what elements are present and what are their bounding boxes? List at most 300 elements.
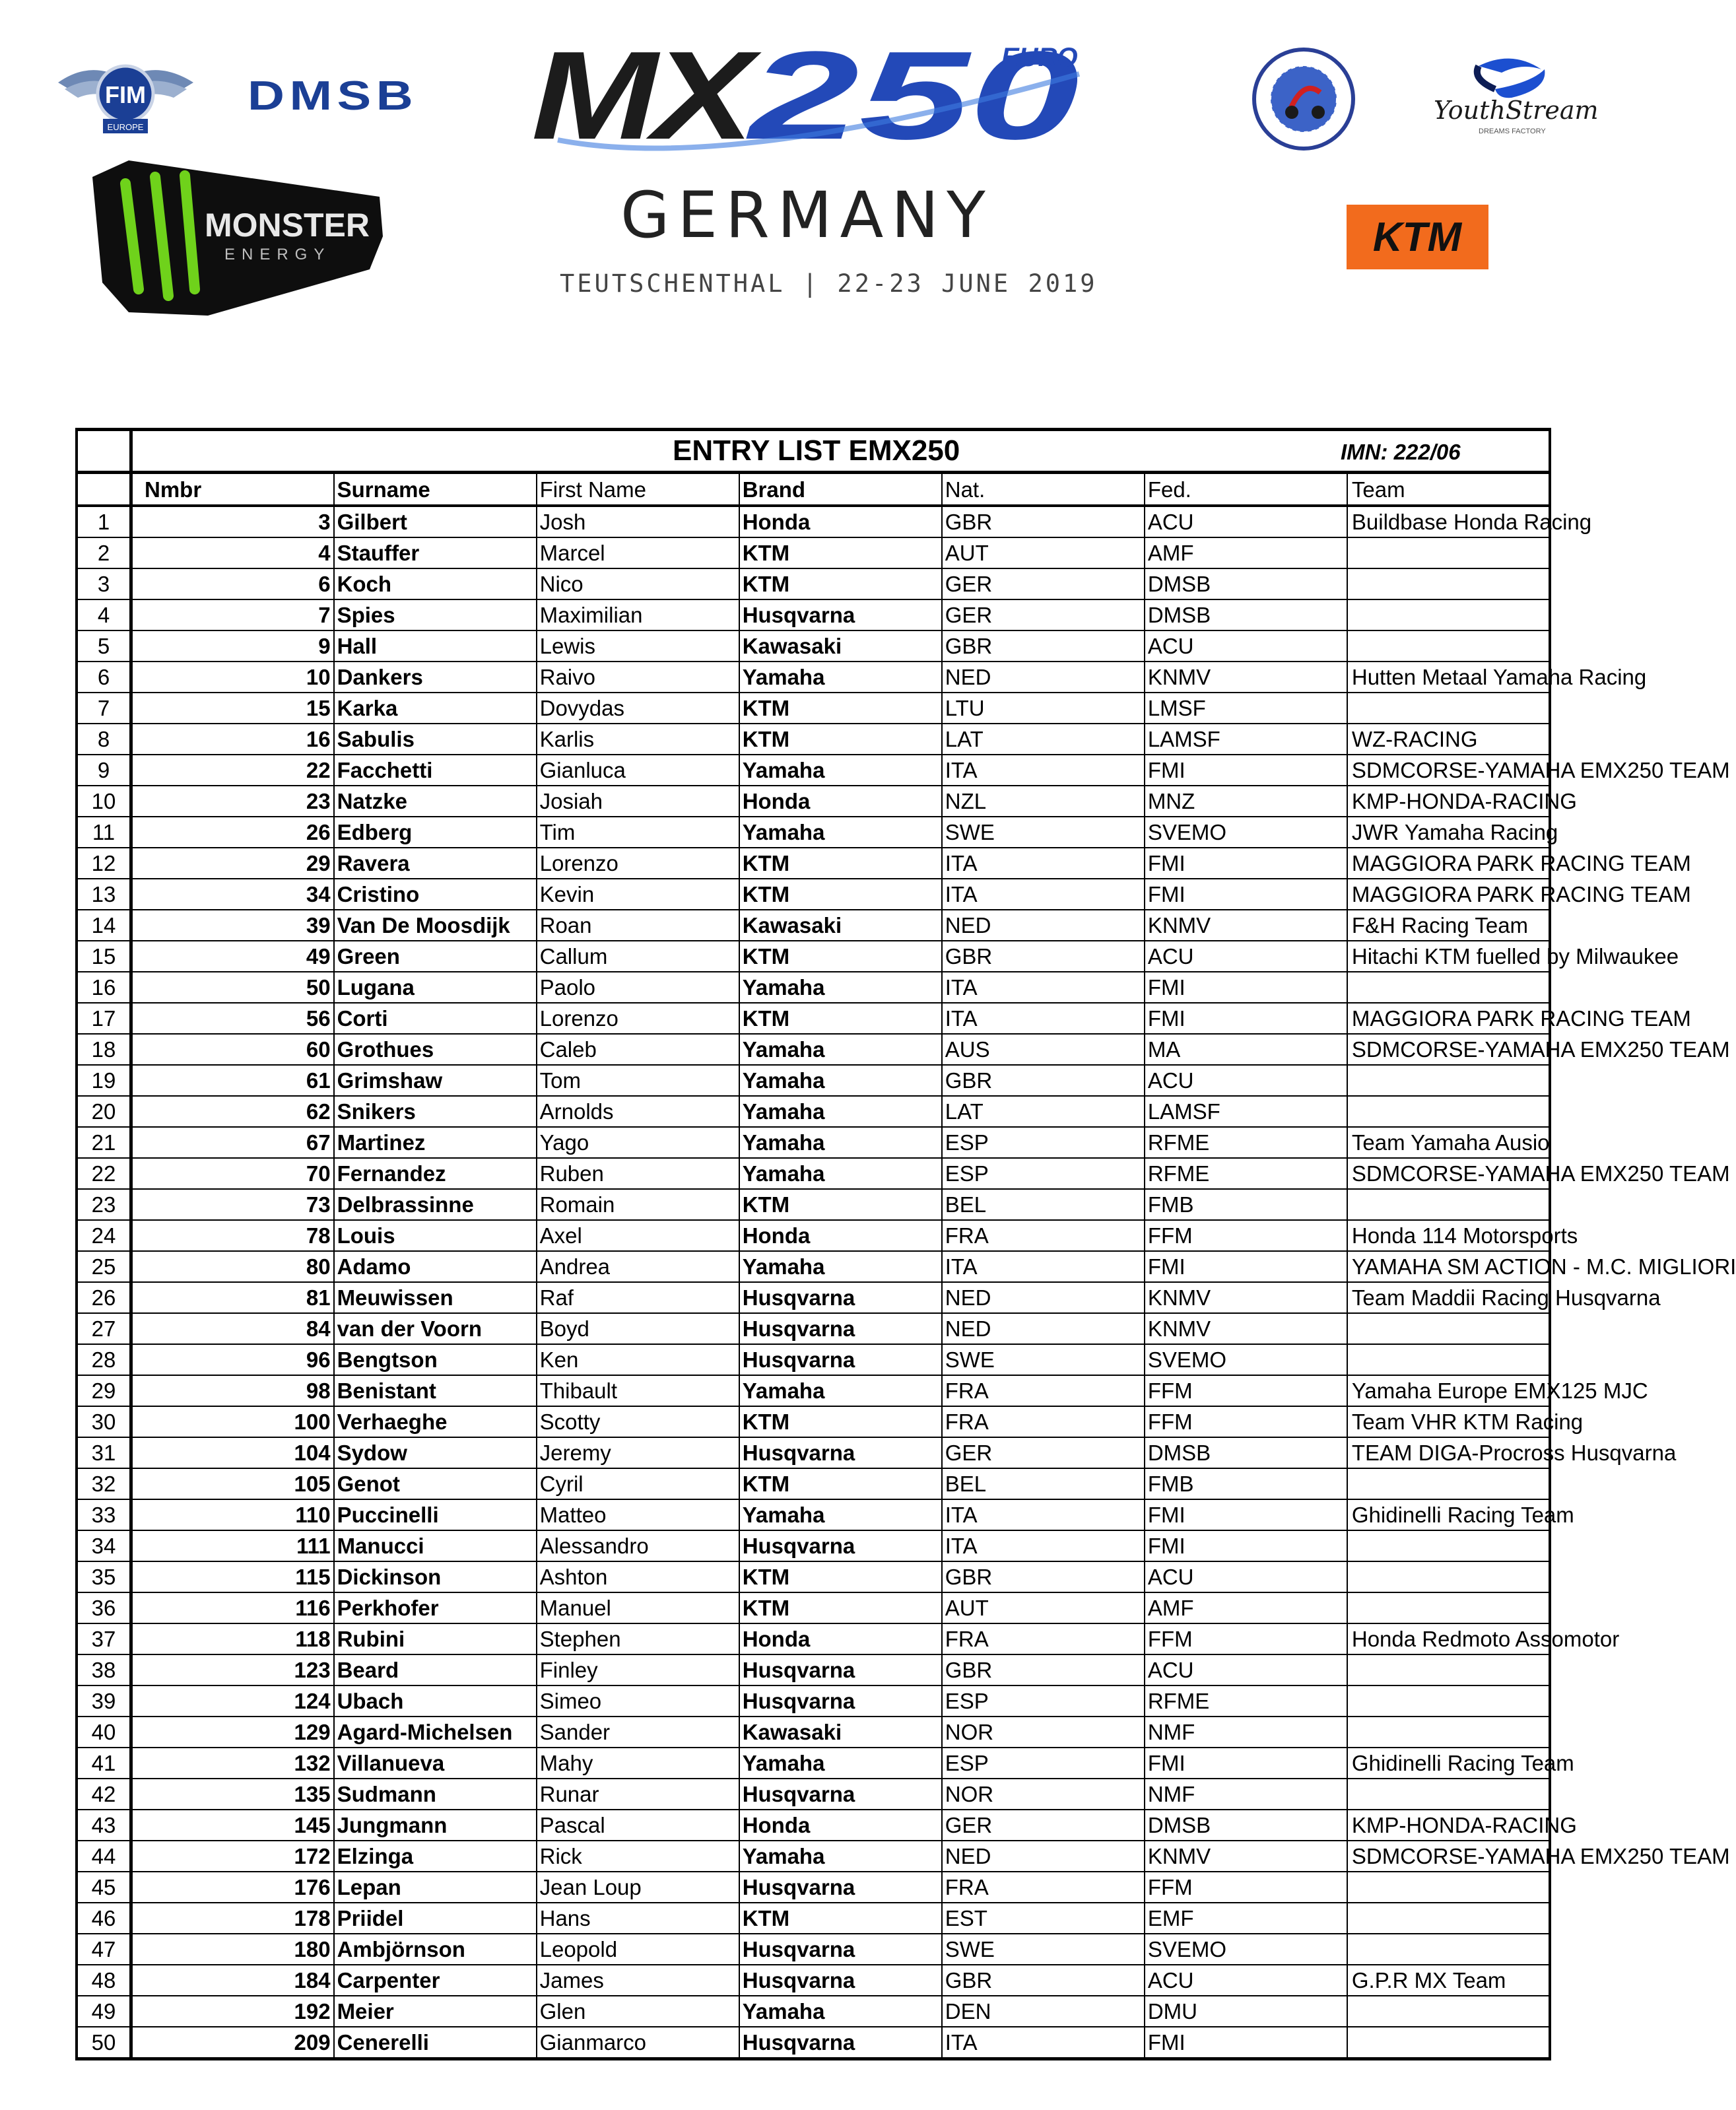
header-brand: Brand [739, 473, 942, 506]
rider-brand: Honda [739, 1810, 942, 1841]
rider-surname: Meier [334, 1996, 537, 2027]
rider-brand: Husqvarna [739, 2027, 942, 2059]
rider-number: 60 [131, 1034, 334, 1065]
row-index: 2 [77, 537, 131, 568]
rider-federation: ACU [1145, 506, 1347, 537]
table-row [77, 1685, 1550, 1717]
row-index: 6 [77, 662, 131, 693]
rider-first-name: Finley [537, 1654, 739, 1685]
rider-surname: Meuwissen [334, 1282, 537, 1313]
rider-federation: AMF [1145, 537, 1347, 568]
rider-nationality: ESP [942, 1748, 1145, 1779]
row-index: 14 [77, 910, 131, 941]
rider-nationality: ITA [942, 848, 1145, 879]
rider-brand: Husqvarna [739, 599, 942, 630]
rider-brand: Yamaha [739, 1375, 942, 1406]
rider-team [1347, 1313, 1550, 1344]
mx-text-blue: 250 [746, 26, 1079, 166]
rider-federation: KNMV [1145, 1841, 1347, 1872]
rider-first-name: Ruben [537, 1158, 739, 1189]
rider-brand: KTM [739, 693, 942, 724]
rider-team [1347, 630, 1550, 662]
rider-brand: KTM [739, 848, 942, 879]
rider-federation: LAMSF [1145, 724, 1347, 755]
rider-brand: Kawasaki [739, 910, 942, 941]
rider-surname: Carpenter [334, 1965, 537, 1996]
rider-brand: Husqvarna [739, 1282, 942, 1313]
row-index: 9 [77, 755, 131, 786]
rider-number: 81 [131, 1282, 334, 1313]
rider-number: 172 [131, 1841, 334, 1872]
rider-number: 100 [131, 1406, 334, 1437]
rider-team: MAGGIORA PARK RACING TEAM [1347, 879, 1550, 910]
rider-first-name: Stephen [537, 1623, 739, 1654]
rider-nationality: ITA [942, 1530, 1145, 1561]
rider-brand: KTM [739, 1406, 942, 1437]
rider-federation: LMSF [1145, 693, 1347, 724]
rider-first-name: James [537, 1965, 739, 1996]
rider-number: 39 [131, 910, 334, 941]
table-row [77, 1251, 1550, 1282]
rider-first-name: Lorenzo [537, 1003, 739, 1034]
rider-team [1347, 1096, 1550, 1127]
row-index: 46 [77, 1903, 131, 1934]
table-row [77, 1375, 1550, 1406]
rider-brand: Honda [739, 1220, 942, 1251]
rider-first-name: Manuel [537, 1592, 739, 1623]
rider-first-name: Maximilian [537, 599, 739, 630]
rider-team: SDMCORSE-YAMAHA EMX250 TEAM [1347, 1841, 1550, 1872]
row-index: 40 [77, 1717, 131, 1748]
rider-first-name: Josh [537, 506, 739, 537]
table-row [77, 1468, 1550, 1499]
rider-federation: FMI [1145, 848, 1347, 879]
rider-federation: FMI [1145, 1251, 1347, 1282]
rider-number: 129 [131, 1717, 334, 1748]
rider-surname: Koch [334, 568, 537, 599]
row-index: 38 [77, 1654, 131, 1685]
rider-federation: FFM [1145, 1220, 1347, 1251]
rider-federation: KNMV [1145, 662, 1347, 693]
row-index: 33 [77, 1499, 131, 1530]
row-index: 17 [77, 1003, 131, 1034]
rider-team: Team Maddii Racing Husqvarna [1347, 1282, 1550, 1313]
rider-brand: KTM [739, 1592, 942, 1623]
row-index: 36 [77, 1592, 131, 1623]
header-nmbr: Nmbr [131, 473, 334, 506]
table-row [77, 1344, 1550, 1375]
rider-team: SDMCORSE-YAMAHA EMX250 TEAM [1347, 755, 1550, 786]
rider-nationality: SWE [942, 1934, 1145, 1965]
rider-brand: KTM [739, 1468, 942, 1499]
rider-number: 10 [131, 662, 334, 693]
rider-surname: Green [334, 941, 537, 972]
table-row [77, 1189, 1550, 1220]
table-row [77, 1220, 1550, 1251]
rider-team [1347, 972, 1550, 1003]
rider-team [1347, 2027, 1550, 2059]
rider-first-name: Nico [537, 568, 739, 599]
row-index: 25 [77, 1251, 131, 1282]
rider-number: 209 [131, 2027, 334, 2059]
mx-euro: EURO [1001, 43, 1078, 72]
rider-federation: FMI [1145, 2027, 1347, 2059]
rider-team: Buildbase Honda Racing [1347, 506, 1550, 537]
table-row [77, 1965, 1550, 1996]
rider-federation: ACU [1145, 1561, 1347, 1592]
rider-federation: FFM [1145, 1406, 1347, 1437]
rider-surname: Sydow [334, 1437, 537, 1468]
rider-federation: SVEMO [1145, 1344, 1347, 1375]
rider-first-name: Scotty [537, 1406, 739, 1437]
table-row [77, 972, 1550, 1003]
rider-number: 61 [131, 1065, 334, 1096]
rider-first-name: Simeo [537, 1685, 739, 1717]
rider-first-name: Cyril [537, 1468, 739, 1499]
rider-team: YAMAHA SM ACTION - M.C. MIGLIORI [1347, 1251, 1550, 1282]
rider-nationality: GER [942, 568, 1145, 599]
rider-number: 70 [131, 1158, 334, 1189]
rider-federation: KNMV [1145, 1282, 1347, 1313]
rider-brand: Yamaha [739, 1096, 942, 1127]
rider-team [1347, 693, 1550, 724]
rider-nationality: FRA [942, 1623, 1145, 1654]
rider-brand: Husqvarna [739, 1313, 942, 1344]
country-title: GERMANY [620, 178, 993, 252]
rider-number: 105 [131, 1468, 334, 1499]
table-row [77, 1437, 1550, 1468]
rider-team [1347, 1189, 1550, 1220]
rider-first-name: Roan [537, 910, 739, 941]
rider-number: 67 [131, 1127, 334, 1158]
rider-nationality: AUT [942, 1592, 1145, 1623]
rider-number: 124 [131, 1685, 334, 1717]
rider-number: 62 [131, 1096, 334, 1127]
table-row [77, 848, 1550, 879]
rider-surname: van der Voorn [334, 1313, 537, 1344]
rider-federation: KNMV [1145, 910, 1347, 941]
rider-surname: Elzinga [334, 1841, 537, 1872]
row-index: 8 [77, 724, 131, 755]
rider-team [1347, 568, 1550, 599]
row-index: 29 [77, 1375, 131, 1406]
table-row [77, 1872, 1550, 1903]
rider-nationality: ESP [942, 1158, 1145, 1189]
rider-nationality: GBR [942, 1654, 1145, 1685]
rider-number: 4 [131, 537, 334, 568]
rider-number: 80 [131, 1251, 334, 1282]
monster-sub: ENERGY [224, 246, 331, 263]
rider-team: Ghidinelli Racing Team [1347, 1499, 1550, 1530]
rider-federation: ACU [1145, 1065, 1347, 1096]
rider-federation: RFME [1145, 1158, 1347, 1189]
row-index: 42 [77, 1779, 131, 1810]
header-fed: Fed. [1145, 473, 1347, 506]
row-index: 48 [77, 1965, 131, 1996]
rider-surname: Natzke [334, 786, 537, 817]
rider-first-name: Alessandro [537, 1530, 739, 1561]
rider-nationality: NED [942, 662, 1145, 693]
rider-federation: ACU [1145, 941, 1347, 972]
rider-nationality: BEL [942, 1189, 1145, 1220]
mx-text-dark: MX [531, 26, 762, 166]
rider-nationality: ITA [942, 2027, 1145, 2059]
table-row [77, 1717, 1550, 1748]
table-row [77, 910, 1550, 941]
rider-federation: FMB [1145, 1189, 1347, 1220]
rider-federation: RFME [1145, 1127, 1347, 1158]
rider-brand: Yamaha [739, 1251, 942, 1282]
rider-federation: AMF [1145, 1592, 1347, 1623]
rider-first-name: Sander [537, 1717, 739, 1748]
rider-team [1347, 537, 1550, 568]
table-row [77, 1282, 1550, 1313]
rider-brand: Yamaha [739, 1748, 942, 1779]
rider-team [1347, 1561, 1550, 1592]
rider-number: 98 [131, 1375, 334, 1406]
rider-surname: Jungmann [334, 1810, 537, 1841]
row-index: 10 [77, 786, 131, 817]
rider-surname: Spies [334, 599, 537, 630]
table-row [77, 817, 1550, 848]
row-index: 24 [77, 1220, 131, 1251]
rider-nationality: FRA [942, 1220, 1145, 1251]
table-row [77, 879, 1550, 910]
rider-first-name: Raivo [537, 662, 739, 693]
rider-surname: Grimshaw [334, 1065, 537, 1096]
rider-number: 16 [131, 724, 334, 755]
row-index: 49 [77, 1996, 131, 2027]
rider-first-name: Caleb [537, 1034, 739, 1065]
rider-brand: Yamaha [739, 1034, 942, 1065]
rider-first-name: Kevin [537, 879, 739, 910]
row-index: 37 [77, 1623, 131, 1654]
rider-first-name: Gianluca [537, 755, 739, 786]
rider-surname: Dankers [334, 662, 537, 693]
rider-brand: Yamaha [739, 1499, 942, 1530]
table-row [77, 941, 1550, 972]
rider-brand: KTM [739, 537, 942, 568]
rider-federation: DMSB [1145, 599, 1347, 630]
rider-number: 111 [131, 1530, 334, 1561]
rider-brand: KTM [739, 1903, 942, 1934]
rider-brand: KTM [739, 1561, 942, 1592]
rider-surname: Bengtson [334, 1344, 537, 1375]
rider-first-name: Ashton [537, 1561, 739, 1592]
rider-federation: FFM [1145, 1623, 1347, 1654]
rider-first-name: Callum [537, 941, 739, 972]
rider-nationality: LAT [942, 724, 1145, 755]
row-index: 28 [77, 1344, 131, 1375]
rider-number: 3 [131, 506, 334, 537]
rider-nationality: GBR [942, 1561, 1145, 1592]
rider-first-name: Mahy [537, 1748, 739, 1779]
table-row [77, 1779, 1550, 1810]
rider-number: 176 [131, 1872, 334, 1903]
rider-number: 96 [131, 1344, 334, 1375]
rider-number: 145 [131, 1810, 334, 1841]
rider-brand: KTM [739, 724, 942, 755]
rider-team: SDMCORSE-YAMAHA EMX250 TEAM [1347, 1034, 1550, 1065]
rider-federation: FMI [1145, 1530, 1347, 1561]
rider-team [1347, 1903, 1550, 1934]
rider-number: 180 [131, 1934, 334, 1965]
rider-number: 23 [131, 786, 334, 817]
rider-nationality: BEL [942, 1468, 1145, 1499]
table-row [77, 1623, 1550, 1654]
rider-brand: Husqvarna [739, 1344, 942, 1375]
rider-nationality: DEN [942, 1996, 1145, 2027]
row-index: 26 [77, 1282, 131, 1313]
rider-first-name: Gianmarco [537, 2027, 739, 2059]
rider-team: Ghidinelli Racing Team [1347, 1748, 1550, 1779]
row-index: 21 [77, 1127, 131, 1158]
rider-federation: DMSB [1145, 1810, 1347, 1841]
rider-brand: KTM [739, 1189, 942, 1220]
rider-federation: NMF [1145, 1717, 1347, 1748]
table-row [77, 568, 1550, 599]
rider-number: 6 [131, 568, 334, 599]
entry-list-table [75, 428, 1736, 2055]
rider-number: 50 [131, 972, 334, 1003]
rider-team [1347, 1344, 1550, 1375]
table-row [77, 1654, 1550, 1685]
rider-federation: RFME [1145, 1685, 1347, 1717]
rider-first-name: Leopold [537, 1934, 739, 1965]
rider-nationality: GER [942, 599, 1145, 630]
rider-brand: Yamaha [739, 1158, 942, 1189]
rider-federation: MNZ [1145, 786, 1347, 817]
fim-label: FIM [105, 81, 146, 108]
row-index: 23 [77, 1189, 131, 1220]
table-row [77, 1841, 1550, 1872]
rider-nationality: NED [942, 910, 1145, 941]
rider-surname: Karka [334, 693, 537, 724]
rider-number: 110 [131, 1499, 334, 1530]
rider-first-name: Axel [537, 1220, 739, 1251]
rider-federation: ACU [1145, 1965, 1347, 1996]
rider-surname: Lepan [334, 1872, 537, 1903]
table-row [77, 1530, 1550, 1561]
rider-first-name: Arnolds [537, 1096, 739, 1127]
row-index: 32 [77, 1468, 131, 1499]
rider-first-name: Karlis [537, 724, 739, 755]
table-row [77, 1561, 1550, 1592]
rider-number: 115 [131, 1561, 334, 1592]
rider-brand: Kawasaki [739, 630, 942, 662]
rider-brand: Kawasaki [739, 1717, 942, 1748]
rider-brand: Yamaha [739, 1996, 942, 2027]
rider-first-name: Ken [537, 1344, 739, 1375]
rider-federation: SVEMO [1145, 1934, 1347, 1965]
fim-europe-logo [58, 53, 193, 139]
rider-team [1347, 1934, 1550, 1965]
rider-nationality: FRA [942, 1375, 1145, 1406]
rider-team [1347, 1530, 1550, 1561]
rider-nationality: GBR [942, 941, 1145, 972]
rider-brand: Husqvarna [739, 1934, 942, 1965]
table-row [77, 1903, 1550, 1934]
rider-nationality: ITA [942, 879, 1145, 910]
rider-surname: Gilbert [334, 506, 537, 537]
rider-number: 184 [131, 1965, 334, 1996]
rider-team: MAGGIORA PARK RACING TEAM [1347, 848, 1550, 879]
row-index: 45 [77, 1872, 131, 1903]
row-index: 4 [77, 599, 131, 630]
rider-nationality: FRA [942, 1872, 1145, 1903]
row-index: 30 [77, 1406, 131, 1437]
rider-surname: Corti [334, 1003, 537, 1034]
rider-brand: Honda [739, 506, 942, 537]
rider-team [1347, 1717, 1550, 1748]
rider-nationality: NOR [942, 1717, 1145, 1748]
rider-federation: DMU [1145, 1996, 1347, 2027]
rider-federation: KNMV [1145, 1313, 1347, 1344]
rider-team [1347, 1872, 1550, 1903]
rider-surname: Villanueva [334, 1748, 537, 1779]
row-index: 31 [77, 1437, 131, 1468]
rider-nationality: ITA [942, 755, 1145, 786]
rider-number: 104 [131, 1437, 334, 1468]
rider-number: 29 [131, 848, 334, 879]
rider-first-name: Romain [537, 1189, 739, 1220]
rider-team: KMP-HONDA-RACING [1347, 786, 1550, 817]
ktm-logo [1347, 205, 1488, 269]
table-row [77, 1003, 1550, 1034]
table-row [77, 693, 1550, 724]
rider-number: 118 [131, 1623, 334, 1654]
fim-sub: EUROPE [107, 122, 144, 132]
rider-brand: Husqvarna [739, 1779, 942, 1810]
rider-surname: Rubini [334, 1623, 537, 1654]
venue-date: TEUTSCHENTHAL | 22-23 JUNE 2019 [560, 269, 1098, 298]
rider-federation: NMF [1145, 1779, 1347, 1810]
row-index: 16 [77, 972, 131, 1003]
rider-brand: KTM [739, 568, 942, 599]
rider-nationality: GBR [942, 630, 1145, 662]
rider-brand: Yamaha [739, 1065, 942, 1096]
rider-brand: KTM [739, 1003, 942, 1034]
rider-surname: Fernandez [334, 1158, 537, 1189]
rider-nationality: GBR [942, 1965, 1145, 1996]
row-index: 18 [77, 1034, 131, 1065]
table-title-row [77, 430, 1550, 473]
rider-surname: Stauffer [334, 537, 537, 568]
rider-first-name: Rick [537, 1841, 739, 1872]
rider-brand: Honda [739, 786, 942, 817]
rider-nationality: FRA [942, 1406, 1145, 1437]
rider-first-name: Tim [537, 817, 739, 848]
rider-brand: Yamaha [739, 755, 942, 786]
table-row [77, 1313, 1550, 1344]
header-index [77, 473, 131, 506]
row-index: 27 [77, 1313, 131, 1344]
rider-federation: FMI [1145, 972, 1347, 1003]
row-index: 20 [77, 1096, 131, 1127]
table-header-row [77, 473, 1550, 506]
rider-surname: Benistant [334, 1375, 537, 1406]
rider-brand: Husqvarna [739, 1872, 942, 1903]
rider-number: 7 [131, 599, 334, 630]
rider-number: 9 [131, 630, 334, 662]
rider-surname: Sabulis [334, 724, 537, 755]
rider-first-name: Jean Loup [537, 1872, 739, 1903]
rider-surname: Cristino [334, 879, 537, 910]
rider-brand: KTM [739, 941, 942, 972]
rider-surname: Genot [334, 1468, 537, 1499]
rider-nationality: NZL [942, 786, 1145, 817]
rider-surname: Perkhofer [334, 1592, 537, 1623]
